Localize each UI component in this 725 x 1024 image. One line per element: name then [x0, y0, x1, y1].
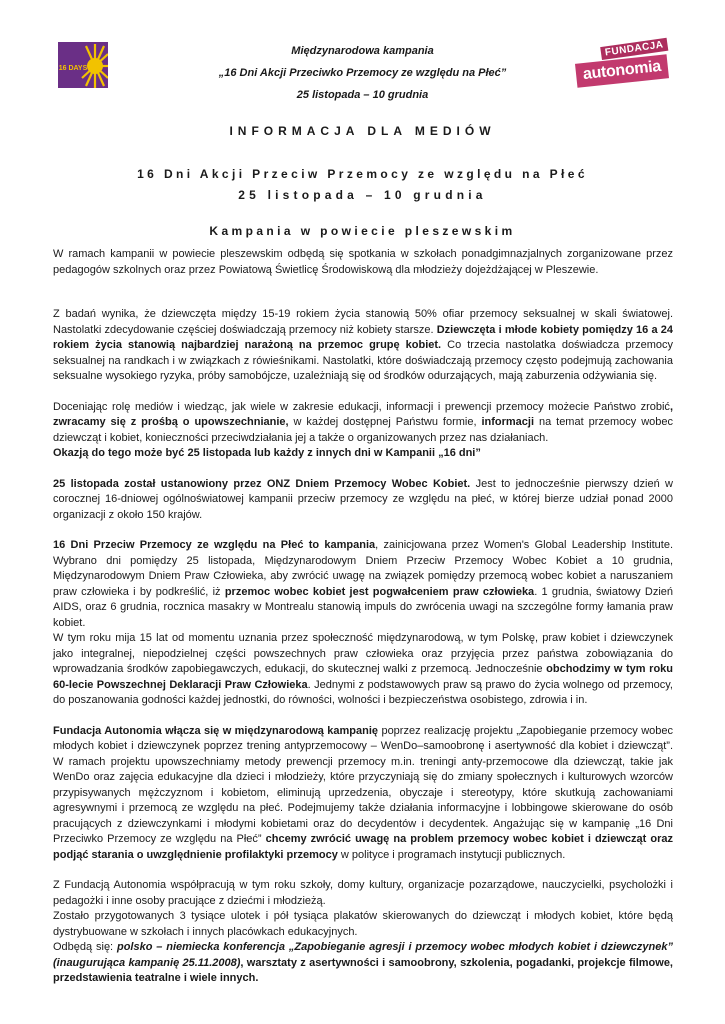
campaign-title: 16 Dni Akcji Przeciw Przemocy ze względu na Płeć [137, 167, 588, 181]
paragraph-statistics: Z badań wynika, że dziewczęta między 15-19 rokiem życia stanowią 50% ofiar przemocy seksualnej w skali światowej. Nastolatki zdecydowanie częściej doświadczają przemocy niż kobiety starsze. Dziewczęta i młode kobiety pomiędzy 16 a 24 rokiem życia stanowią najbardziej narażoną na przemoc grupę kobiet. Co trzecia nastolatka doświadcza przemocy seksualnej na randkach i w związkach z rówieśnikami. Nastolatki, które doświadczają przemocy często podejmują zachowania seksualne wysokiego ryzyka, próby samobójcze, uzależniają się od środków odurzających, mają zaburzenia odżywiania się. [53, 308, 674, 382]
campaign-dates: 25 listopada – 10 grudnia [238, 188, 487, 202]
paragraph-16-days: 16 Dni Przeciw Przemocy ze względu na Płeć to kampania, zainicjowana przez Women's Global Leadership Institute. Wybrano dni pomiędzy 25 listopada, Międzynarodowym Dniem Przeciw Przemocy Wobec Kobiet a 10 grudnia, Międzynarodowym Dniem Praw Człowieka, aby zwrócić uwagę na związek pomiędzy przemocą wobec kobiet a naruszaniem praw człowieka i by podkreślić, iż przemoc wobec kobiet jest pogwałceniem praw człowieka. 1 grudnia, światowy Dzień AIDS, oraz 6 grudnia, rocznica masakry w Montrealu stanowią impuls do zwrócenia uwagi na szczególne formy łamania praw kobiet. [53, 539, 673, 629]
header-line-1: Międzynarodowa kampania [291, 45, 434, 57]
fundacja-autonomia-logo [574, 39, 670, 87]
county-title: Kampania w powiecie pleszewskim [209, 224, 516, 238]
header-line-2: „16 Dni Akcji Przeciwko Przemocy ze względu na Płeć” [218, 67, 507, 79]
paragraph-un-day: 25 listopada został ustanowiony przez ONZ Dniem Przemocy Wobec Kobiet. Jest to jednocześnie pierwszy dzień w corocznej 16-dniowej ogólnoświatowej kampanii przeciw przemocy ze względu na płeć, w której bierze udział ponad 2000 organizacji z około 150 krajów. [53, 477, 673, 521]
paragraph-intro: W ramach kampanii w powiecie pleszewskim odbędą się spotkania w szkołach ponadgimnazjalnych zorganizowane przez pedagogów szkolnych oraz przez Powiatową Świetlicę Środowiskową dla młodzieży dojeżdżającej w Pleszewie. [53, 248, 673, 276]
paragraph-occasion: Okazją do tego może być 25 listopada lub każdy z innych dni w Kampanii „16 dni” [53, 447, 481, 459]
paragraph-media-request: Doceniając rolę mediów i wiedząc, jak wiele w zakresie edukacji, informacji i prewencji przemocy możecie Państwo zrobić, zwracamy się z prośbą o upowszechnianie, w każdej dostępnej Państwu formie, informacji na temat przemocy wobec dziewcząt i kobiet, konieczności przeciwdziałania jej a także o organizowanych przez nas działaniach. [53, 400, 673, 444]
campaign-header [120, 40, 605, 106]
paragraph-autonomia: Fundacja Autonomia włącza się w międzynarodową kampanię poprzez realizację projektu „Zapobieganie przemocy wobec młodych kobiet i dziewczynek poprzez trening antyprzemocowy – WenDo–samoobronę i asertywność dla kobiet i dziewcząt”. W ramach projektu upowszechniamy metody prewencji przemocy m.in. treningi anty-przemocowe dla dziewcząt, takie jak WenDo oraz zajęcia edukacyjne dla dzieci i młodzieży, które przyczyniają się do zmiany społecznych i kulturowych wzorców przypisywanych mężczyznom i kobietom, eliminują uprzedzenia, obyczaje i stereotypy, które skutkują zachowaniami agresywnymi i przemocą ze względu na płeć. Podejmujemy także działania informacyjne i lobbingowe skierowane do osób pracujących z dziewczynkami i młodymi kobietami oraz do decydentów i decydentek. Angażując się w kampanię „16 Dni Przeciwko Przemocy ze względu na Płeć” chcemy zwrócić uwagę na problem przemocy wobec kobiet i dziewcząt oraz podjąć starania o uwzględnienie profilaktyki przemocy w polityce i programach instytucji publicznych. [53, 724, 674, 861]
paragraph-anniversary: W tym roku mija 15 lat od momentu uznania przez społeczność międzynarodową, w tym Polskę, praw kobiet i dziewczynek jako integralnej, niepodzielnej części powszechnych praw człowieka oraz przyjęcia przez państwa zobowiązania do wprowadzania środków zapobiegawczych, edukacji, do skutecznej walki z przemocą. Jednocześnie obchodzimy w tym roku 60-lecie Powszechnej Deklaracji Praw Człowieka. Jednymi z podstawowych praw są prawo do życia wolnego od przemocy, do poszanowania godności każdej jednostki, do równości, wolności i bezpieczeństwa osobistego, zdrowia i in. [53, 632, 673, 706]
header-line-3: 25 listopada – 10 grudnia [296, 89, 429, 101]
paragraph-events: Odbędą się: polsko – niemiecka konferencja „Zapobieganie agresji i przemocy wobec młodych kobiet i dziewczynek” (inaugurująca kampanię 25.11.2008), warsztaty z asertywności i samoobrony, szkolenia, pogadanki, projekcje filmowe, przedstawienia teatralne i wiele innych. [53, 941, 673, 984]
paragraph-leaflets: Zostało przygotowanych 3 tysiące ulotek i pół tysiąca plakatów skierowanych do dziewcząt i młodych kobiet, które będą dystrybuowane w szkołach i innych placówkach edukacyjnych. [53, 910, 673, 938]
logo-fundacja-text: FUNDACJA [600, 38, 668, 60]
paragraph-cooperation: Z Fundacją Autonomia współpracują w tym roku szkoły, domy kultury, organizacje pozarządowe, nauczycielki, psycholożki i pedagożki i inne osoby pracujące z dziećmi i młodzieżą. [53, 879, 673, 907]
document-body [53, 247, 673, 987]
media-info-title: INFORMACJA DLA MEDIÓW [229, 124, 496, 138]
16-days-logo-text: 16 DAYS [58, 65, 88, 72]
logo-autonomia-text: autonomia [575, 54, 669, 87]
16-days-logo [58, 42, 108, 88]
